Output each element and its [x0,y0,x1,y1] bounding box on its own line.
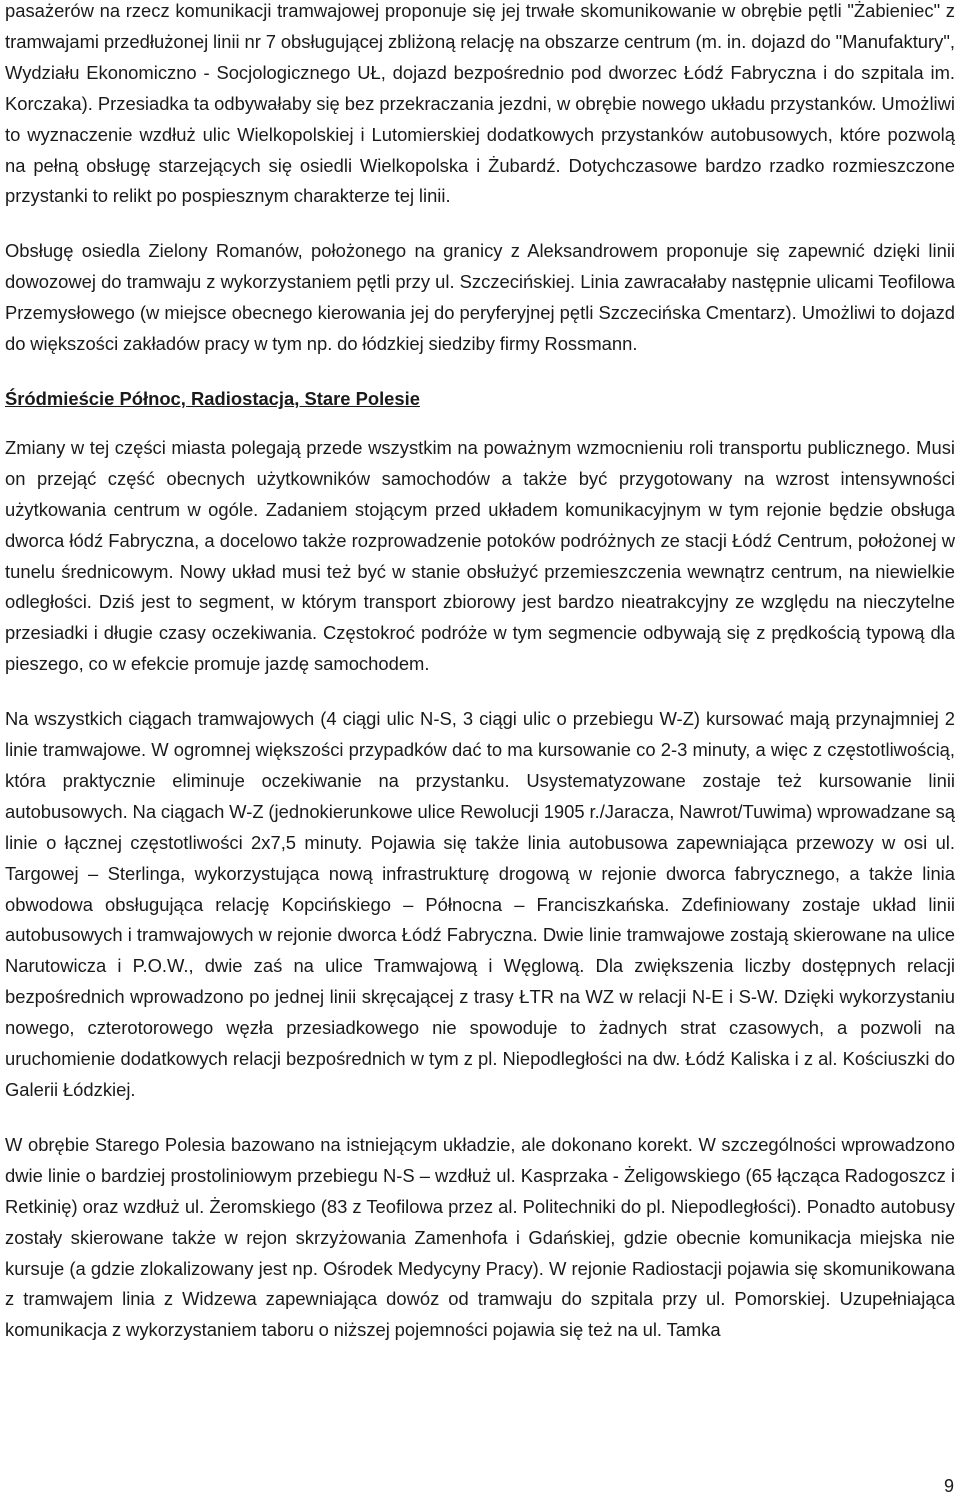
paragraph-zabieniec: pasażerów na rzecz komunikacji tramwajowej proponuje się jej trwałe skomunikowanie w obrębie pętli "Żabieniec" z tramwajami przedłużonej linii nr 7 obsługującej zbliżoną relację na obszarze centrum (m. in. dojazd do "Manufaktury", Wydziału Ekonomiczno - Socjologicznego UŁ, dojazd bezpośrednio pod dworzec Łódź Fabryczna i do szpitala im. Korczaka). Przesiadka ta odbywałaby się bez przekraczania jezdni, w obrębie nowego układu przystanków. Umożliwi to wyznaczenie wzdłuż ulic Wielkopolskiej i Lutomierskiej dodatkowych przystanków autobusowych, które pozwolą na pełną obsługę starzejących się osiedli Wielkopolska i Żubardź. Dotychczasowe bardzo rzadko rozmieszczone przystanki to relikt po pospiesznym charakterze tej linii. [5,0,955,207]
page-number: 9 [943,1476,954,1496]
paragraph-zmiany: Zmiany w tej części miasta polegają przede wszystkim na poważnym wzmocnieniu roli transportu publicznego. Musi on przejąć część obecnych użytkowników samochodów a także być przygotowany na wzrost intensywności użytkowania centrum w ogóle. Zadaniem stojącym przed układem komunikacyjnym w tym rejonie będzie obsługa dworca łódź Fabryczna, a docelowo także rozprowadzenie potoków podróżnych ze stacji Łódź Centrum, położonej w tunelu średnicowym. Nowy układ musi też być w stanie obsłużyć przemieszczenia wewnątrz centrum, na niewielkie odległości. Dziś jest to segment, w którym transport zbiorowy jest bardzo nieatrakcyjny ze względu na nieczytelne przesiadki i długie czasy oczekiwania. Częstokroć podróże w tym segmencie odbywają się z prędkością typową dla pieszego, co w efekcie promuje jazdę samochodem. [5,436,955,675]
paragraph-zielony-romanow: Obsługę osiedla Zielony Romanów, położonego na granicy z Aleksandrowem proponuje się zapewnić dzięki linii dowozowej do tramwaju z wykorzystaniem pętli przy ul. Szczecińskiej. Linia zawracałaby następnie ulicami Teofilowa Przemysłowego (w miejsce obecnego kierowania jej do peryferyjnej pętli Szczecińska Cmentarz). Umożliwi to dojazd do większości zakładów pracy w tym np. do łódzkiej siedziby firmy Rossmann. [5,240,955,355]
paragraph-stare-polesie: W obrębie Starego Polesia bazowano na istniejącym układzie, ale dokonano korekt. W szczególności wprowadzono dwie linie o bardziej prostoliniowym przebiegu N-S – wzdłuż ul. Kasprzaka - Żeligowskiego (65 łącząca Radogoszcz i Retkinię) oraz wzdłuż ul. Żeromskiego (83 z Teofilowa przez al. Politechniki do pl. Niepodległości). Ponadto autobusy zostały skierowane także w rejon skrzyżowania Zamenhofa i Gdańskiej, gdzie obecnie komunikacja miejska nie kursuje (a gdzie zlokalizowany jest np. Ośrodek Medycyny Pracy). W rejonie Radiostacji pojawia się skomunikowana z tramwajem linia z Widzewa zapewniająca dowóz od tramwaju do szpitala przy ul. Pomorskiej. Uzupełniająca komunikacja z wykorzystaniem taboru o niższej pojemności pojawia się też na ul. Tamka [5,1133,955,1341]
section-heading: Śródmieście Północ, Radiostacja, Stare Polesie [5,387,420,409]
document-page [5,0,955,1370]
paragraph-ciagi-tramwajowe: Na wszystkich ciągach tramwajowych (4 ciągi ulic N-S, 3 ciągi ulic o przebiegu W-Z) kursować mają przynajmniej 2 linie tramwajowe. W ogromnej większości przypadków dać to ma kursowanie co 2-3 minuty, a więc z częstotliwością, która praktycznie eliminuje oczekiwanie na przystanku. Usystematyzowane zostaje też kursowanie linii autobusowych. Na ciągach W-Z (jednokierunkowe ulice Rewolucji 1905 r./Jaracza, Nawrot/Tuwima) wprowadzane są linie o łącznej częstotliwości 2x7,5 minuty. Pojawia się także linia autobusowa zapewniająca przewozy w osi ul. Targowej – Sterlinga, wykorzystująca nową infrastrukturę drogową w rejonie dworca fabrycznego, a także linia obwodowa obsługująca relację Kopcińskiego – Północna – Franciszkańska. Zdefiniowany zostaje układ linii autobusowych i tramwajowych w rejonie dworca Łódź Fabryczna. Dwie linie tramwajowe zostają skierowane na ulice Narutowicza i P.O.W., dwie zaś na ulice Tramwajową i Węglową. Dla zwiększenia liczby dostępnych relacji bezpośrednich wprowadzono po jednej linii skręcającej z trasy ŁTR na WZ w relacji N-E i S-W. Dzięki wykorzystaniu nowego, czterotorowego węzła przesiadkowego nie spowoduje to żadnych strat czasowych, a pozwoli na uruchomienie dodatkowych relacji bezpośrednich w tym z pl. Niepodległości na dw. Łódź Kaliska i z al. Kościuszki do Galerii Łódzkiej. [5,708,955,1100]
